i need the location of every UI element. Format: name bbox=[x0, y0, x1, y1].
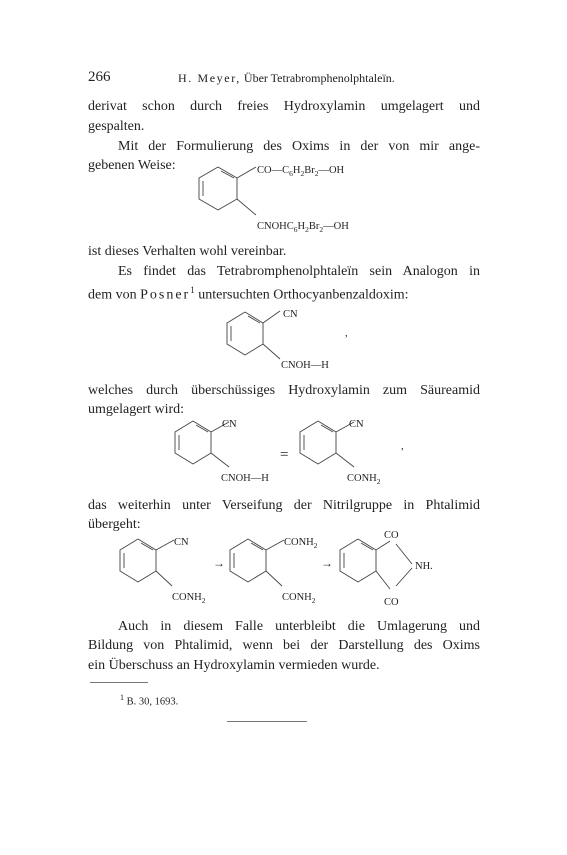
seq-a-top-group: CN bbox=[174, 537, 189, 548]
seq-c-bottom-group: CO bbox=[384, 597, 399, 608]
posner-top-group: CN bbox=[283, 309, 298, 320]
posner-comma: , bbox=[345, 328, 348, 339]
seq-c-nh-group: NH. bbox=[415, 561, 433, 572]
arrow-icon: → bbox=[213, 556, 225, 570]
eq-comma: , bbox=[401, 441, 404, 452]
text-line: derivat schon durch freies Hydroxylamin umgelagert und bbox=[88, 99, 480, 114]
eq-left-top-group: CN bbox=[222, 419, 237, 430]
seq-c-top-group: CO bbox=[384, 530, 399, 541]
footnote-ref: 1 bbox=[190, 285, 195, 295]
text-line: Bildung von Phtalimid, wenn bei der Darstellung des Oxims bbox=[88, 638, 480, 653]
benzene-ring-a bbox=[120, 539, 174, 586]
eq-right-top-group: CN bbox=[349, 419, 364, 430]
text-span: dem von bbox=[88, 287, 141, 303]
text-line: welches durch überschüssiges Hydroxylamin zum Säureamid bbox=[88, 383, 480, 398]
text-line: Mit der Formulierung des Oxims in der von mir ange- bbox=[118, 139, 480, 154]
text-line: Es findet das Tetrabromphenolphtaleïn sein Analogon in bbox=[118, 264, 480, 279]
text-line: umgelagert wird: bbox=[88, 402, 185, 417]
footnote bbox=[120, 693, 178, 708]
footnote-text: B. 30, 1693. bbox=[126, 696, 179, 708]
seq-b-bottom-group: $CONH_2$ bbox=[282, 592, 316, 605]
oxime-bottom-group: $CNOHC_6H_2Br_2—OH$ bbox=[257, 221, 349, 234]
running-author: H. Meyer, bbox=[178, 71, 241, 85]
benzene-ring-b bbox=[230, 539, 284, 586]
posner-bottom-group: CNOH—H bbox=[281, 360, 329, 371]
running-title-text: Über Tetrabromphenolphtaleïn. bbox=[243, 71, 395, 85]
footnote-mark: 1 bbox=[120, 693, 124, 702]
seq-b-top-group: $CONH_2$ bbox=[284, 537, 318, 550]
end-rule bbox=[227, 721, 307, 722]
text-line: Auch in diesem Falle unterbleibt die Umlagerung und bbox=[118, 619, 480, 634]
text-line: übergeht: bbox=[88, 517, 141, 532]
text-line: gebenen Weise: bbox=[88, 158, 176, 173]
text-line: ein Überschuss an Hydroxylamin vermieden wurde. bbox=[88, 658, 380, 673]
arrow-icon: → bbox=[321, 556, 333, 570]
eq-right-bottom-group: $CONH_2$ bbox=[347, 473, 381, 486]
benzene-ring-c bbox=[340, 539, 412, 589]
author-name: Posner bbox=[140, 287, 191, 303]
text-line: gespalten. bbox=[88, 119, 145, 134]
eq-left-bottom-group: CNOH—H bbox=[221, 473, 269, 484]
text-line: ist dieses Verhalten wohl vereinbar. bbox=[88, 244, 287, 259]
text-span: untersuchten Orthocyanbenzaldoxim: bbox=[194, 287, 409, 303]
page-number: 266 bbox=[88, 69, 111, 85]
seq-a-bottom-group: $CONH_2$ bbox=[172, 592, 206, 605]
text-line: das weiterhin unter Verseifung der Nitrilgruppe in Phtalimid bbox=[88, 498, 480, 513]
eq-sign: = bbox=[280, 447, 289, 463]
footnote-rule bbox=[90, 682, 148, 683]
oxime-top-group: $CO—C_6H_2Br_2—OH$ bbox=[257, 165, 345, 178]
